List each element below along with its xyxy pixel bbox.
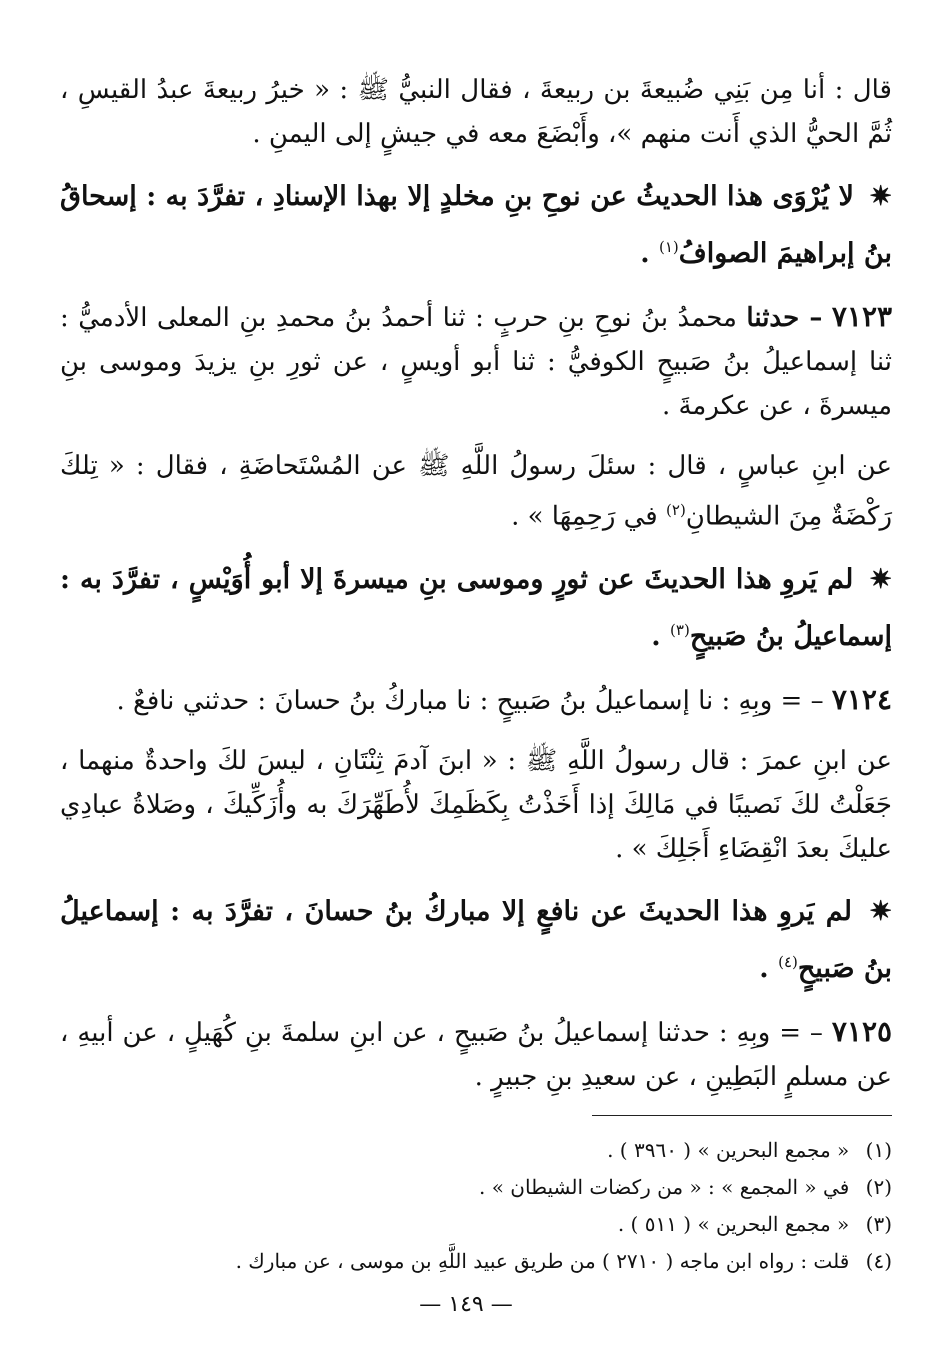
hadith-intro: – = وبِهِ : [721, 685, 824, 716]
note-text: لا يُرْوَى هذا الحديثُ عن نوحِ بنِ مخلدٍ إلا بهذا الإسنادِ ، تفرَّدَ به : إسحاقُ بنُ إبراهيمَ الصوافُ [60, 181, 892, 269]
footnote-number: (٢) [865, 1174, 892, 1199]
hadith-number: ٧١٢٤ [831, 682, 892, 716]
note-end: . [640, 238, 650, 269]
note-end: . [651, 620, 661, 652]
footnote-text: في « المجمع » : « من ركضات الشيطان » . [478, 1174, 850, 1199]
page-number: — ١٤٩ — [419, 1292, 513, 1317]
footnote-text: « مجمع البحرين » ( ٥١١ ) . [617, 1211, 850, 1236]
paragraph-tail: في رَحِمِهَا » . [511, 501, 658, 532]
hadith-number: ٧١٢٣ [831, 300, 893, 333]
star-icon: ✷ [869, 563, 892, 595]
paragraph-text: قال : أنا مِن بَنِي ضُبيعةَ بن ربيعةَ ، فقال النبيُّ ﷺ : « خيرُ ربيعةَ عبدُ القيسِ ، ثُمَّ الحيُّ الذي أَنت منهم »، وأَبْضَعَ معه في جيشٍ إلى اليمنِ . [60, 75, 892, 149]
footnote-item [60, 1206, 892, 1243]
footnote-separator [592, 1115, 892, 1116]
footnote-ref[interactable]: (٤) [778, 952, 798, 971]
hadith-paragraph [60, 1010, 892, 1099]
note-text: لم يَروِ هذا الحديثَ عن نافعٍ إلا مباركُ بنُ حسانَ ، تفرَّدَ به : إسماعيلُ بنُ صَبيحٍ [60, 895, 892, 984]
note-text: لم يَروِ هذا الحديثَ عن ثورٍ وموسى بنِ ميسرةَ إلا أبو أُوَيْسٍ ، تفرَّدَ به : إسماعيلُ بنُ صَبيحٍ [60, 563, 892, 652]
footnote-number: (١) [865, 1137, 892, 1162]
text-paragraph [60, 68, 892, 156]
hadith-text: نا إسماعيلُ بنُ صَبيحٍ : نا مباركُ بنُ حسانَ : حدثني نافعٌ . [116, 685, 714, 716]
footnote-item [60, 1132, 892, 1169]
footnote-text: قلت : رواه ابن ماجه ( ٢٧١٠ ) من طريق عبيد اللَّهِ بن موسى ، عن مبارك . [235, 1248, 850, 1273]
footnote-number: (٤) [865, 1248, 892, 1273]
star-icon: ✷ [869, 895, 892, 927]
footnote-ref[interactable]: (٣) [670, 620, 690, 639]
footnote-ref[interactable]: (٢) [666, 501, 686, 519]
footnote-item [60, 1243, 892, 1280]
footnote-number: (٣) [865, 1211, 892, 1236]
hadith-paragraph [60, 295, 892, 428]
footnote-item [60, 1169, 892, 1206]
text-paragraph [60, 444, 892, 539]
hadith-paragraph [60, 678, 892, 723]
paragraph-text: عن ابنِ عباسٍ ، قال : سئلَ رسولُ اللَّهِ ﷺ عن المُسْتَحاضَةِ ، فقال : « تِلكَ رَكْضَةٌ مِنَ الشيطانِ [60, 451, 892, 532]
note-end: . [759, 952, 769, 984]
hadith-text: حدثنا إسماعيلُ بنُ صَبيحٍ ، عن ابنِ سلمةَ بنِ كُهَيلٍ ، عن أبيهِ ، عن مسلمٍ البَطِينِ ، عن سعيدِ بنِ جبيرٍ . [60, 1017, 892, 1092]
text-paragraph [60, 739, 892, 871]
page-body [60, 68, 892, 1280]
note-paragraph [60, 555, 892, 662]
footnote-ref[interactable]: (١) [659, 238, 679, 256]
footnotes [60, 1132, 892, 1280]
hadith-intro: – = وبِهِ : [718, 1017, 823, 1048]
star-icon: ✷ [869, 181, 893, 212]
paragraph-text: عن ابنِ عمرَ : قال رسولُ اللَّهِ ﷺ : « ابنَ آدمَ ثِنْتَانِ ، ليسَ لكَ واحدةٌ منهما ، جَعَلْتُ لكَ نَصيبًا في مَالِكَ إذا أَخَذْتُ بِكَظَمِكَ لأُطَهِّرَكَ به وأُزَكِّيكَ ، وصَلاةُ عبادِي عليكَ بعدَ انْقِضَاءِ أَجَلِكَ » . [60, 745, 892, 864]
hadith-number: ٧١٢٥ [831, 1014, 893, 1048]
footnote-text: « مجمع البحرين » ( ٣٩٦٠ ) . [607, 1137, 850, 1162]
note-paragraph [60, 172, 892, 279]
note-paragraph [60, 887, 892, 994]
hadith-text: محمدُ بنُ نوحِ بنِ حربٍ : ثنا أحمدُ بنُ محمدِ بنِ المعلى الأدميُّ : ثنا إسماعيلُ بنُ صَبيحٍ الكوفيُّ : ثنا أبو أويسٍ ، عن ثورِ بنِ يزيدَ وموسى بنِ ميسرةَ ، عن عكرمةَ . [60, 303, 892, 421]
hadith-intro: – حدثنا [746, 303, 823, 333]
